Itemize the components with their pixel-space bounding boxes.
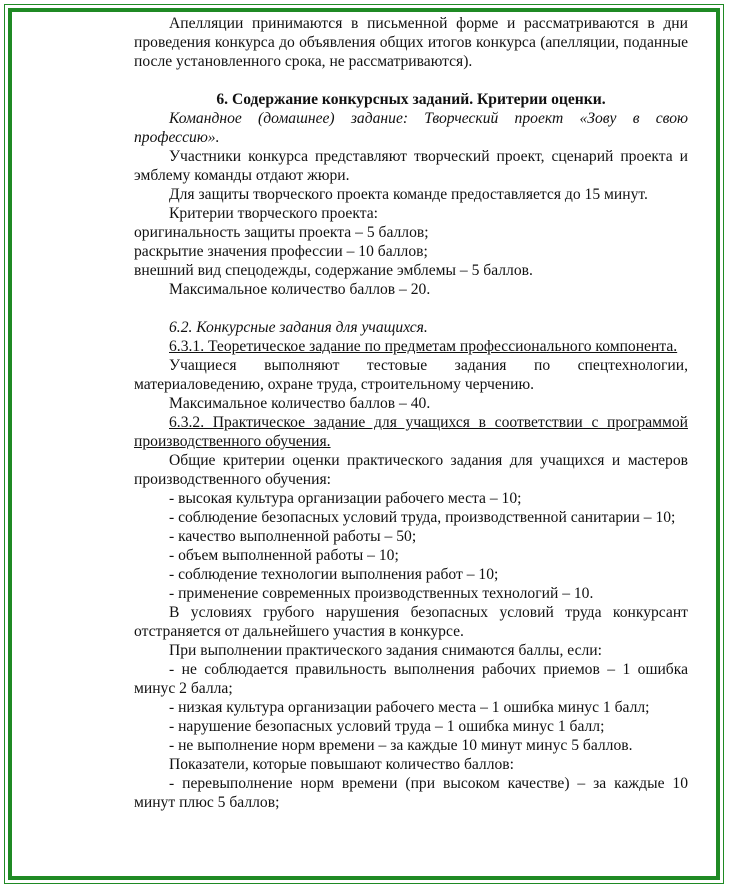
criteria-max: Максимальное количество баллов – 20. bbox=[169, 281, 431, 298]
theory-max: Максимальное количество баллов – 40. bbox=[169, 395, 431, 412]
criteria-item: раскрытие значения профессии – 10 баллов; bbox=[134, 243, 428, 260]
theory-paragraph: Учащиеся выполняют тестовые задания по спецтехнологии, материаловедению, охране труда, строительному черчению. bbox=[134, 357, 688, 393]
practical-item: - применение современных производственных технологий – 10. bbox=[169, 585, 594, 602]
section-6-3-2-heading: 6.3.2. Практическое задание для учащихся в соответствии с программой производственного обучения. bbox=[134, 414, 688, 450]
section-6-heading: 6. Содержание конкурсных заданий. Критерии оценки. bbox=[216, 91, 606, 108]
document-page bbox=[134, 14, 688, 812]
practical-item: - высокая культура организации рабочего места – 10; bbox=[169, 490, 522, 507]
team-paragraph-1: Участники конкурса представляют творческий проект, сценарий проекта и эмблему команды отдают жюри. bbox=[134, 148, 688, 184]
practical-intro: Общие критерии оценки практического задания для учащихся и мастеров производственного обучения: bbox=[134, 452, 688, 488]
practical-item: - качество выполненной работы – 50; bbox=[169, 528, 417, 545]
deduct-item: - нарушение безопасных условий труда – 1 ошибка минус 1 балл; bbox=[169, 718, 605, 735]
section-6-3-1-heading: 6.3.1. Теоретическое задание по предметам профессионального компонента. bbox=[169, 338, 678, 355]
section-6-2-heading: 6.2. Конкурсные задания для учащихся. bbox=[169, 319, 428, 336]
practical-item: - соблюдение технологии выполнения работ – 10; bbox=[169, 566, 499, 583]
deduct-item: - не соблюдается правильность выполнения рабочих приемов – 1 ошибка минус 2 балла; bbox=[134, 661, 688, 697]
increase-intro: Показатели, которые повышают количество баллов: bbox=[169, 756, 514, 773]
team-paragraph-2: Для защиты творческого проекта команде предоставляется до 15 минут. bbox=[169, 186, 648, 203]
practical-item: - соблюдение безопасных условий труда, производственной санитарии – 10; bbox=[169, 509, 676, 526]
increase-item: - перевыполнение норм времени (при высоком качестве) – за каждые 10 минут плюс 5 баллов; bbox=[134, 775, 688, 811]
deduct-item: - не выполнение норм времени – за каждые 10 минут минус 5 баллов. bbox=[169, 737, 633, 754]
criteria-title: Критерии творческого проекта: bbox=[169, 205, 378, 222]
deduct-intro: При выполнении практического задания снимаются баллы, если: bbox=[169, 642, 602, 659]
violation-paragraph: В условиях грубого нарушения безопасных условий труда конкурсант отстраняется от дальнейшего участия в конкурсе. bbox=[134, 604, 688, 640]
criteria-item: внешний вид спецодежды, содержание эмблемы – 5 баллов. bbox=[134, 262, 533, 279]
practical-item: - объем выполненной работы – 10; bbox=[169, 547, 399, 564]
deduct-item: - низкая культура организации рабочего места – 1 ошибка минус 1 балл; bbox=[169, 699, 650, 716]
appeal-paragraph: Апелляции принимаются в письменной форме и рассматриваются в дни проведения конкурса до объявления общих итогов конкурса (апелляции, поданные после установленного срока, не рассматриваются). bbox=[134, 15, 688, 70]
team-task-title: Командное (домашнее) задание: Творческий проект «Зову в свою профессию». bbox=[134, 110, 688, 146]
criteria-item: оригинальность защиты проекта – 5 баллов; bbox=[134, 224, 429, 241]
